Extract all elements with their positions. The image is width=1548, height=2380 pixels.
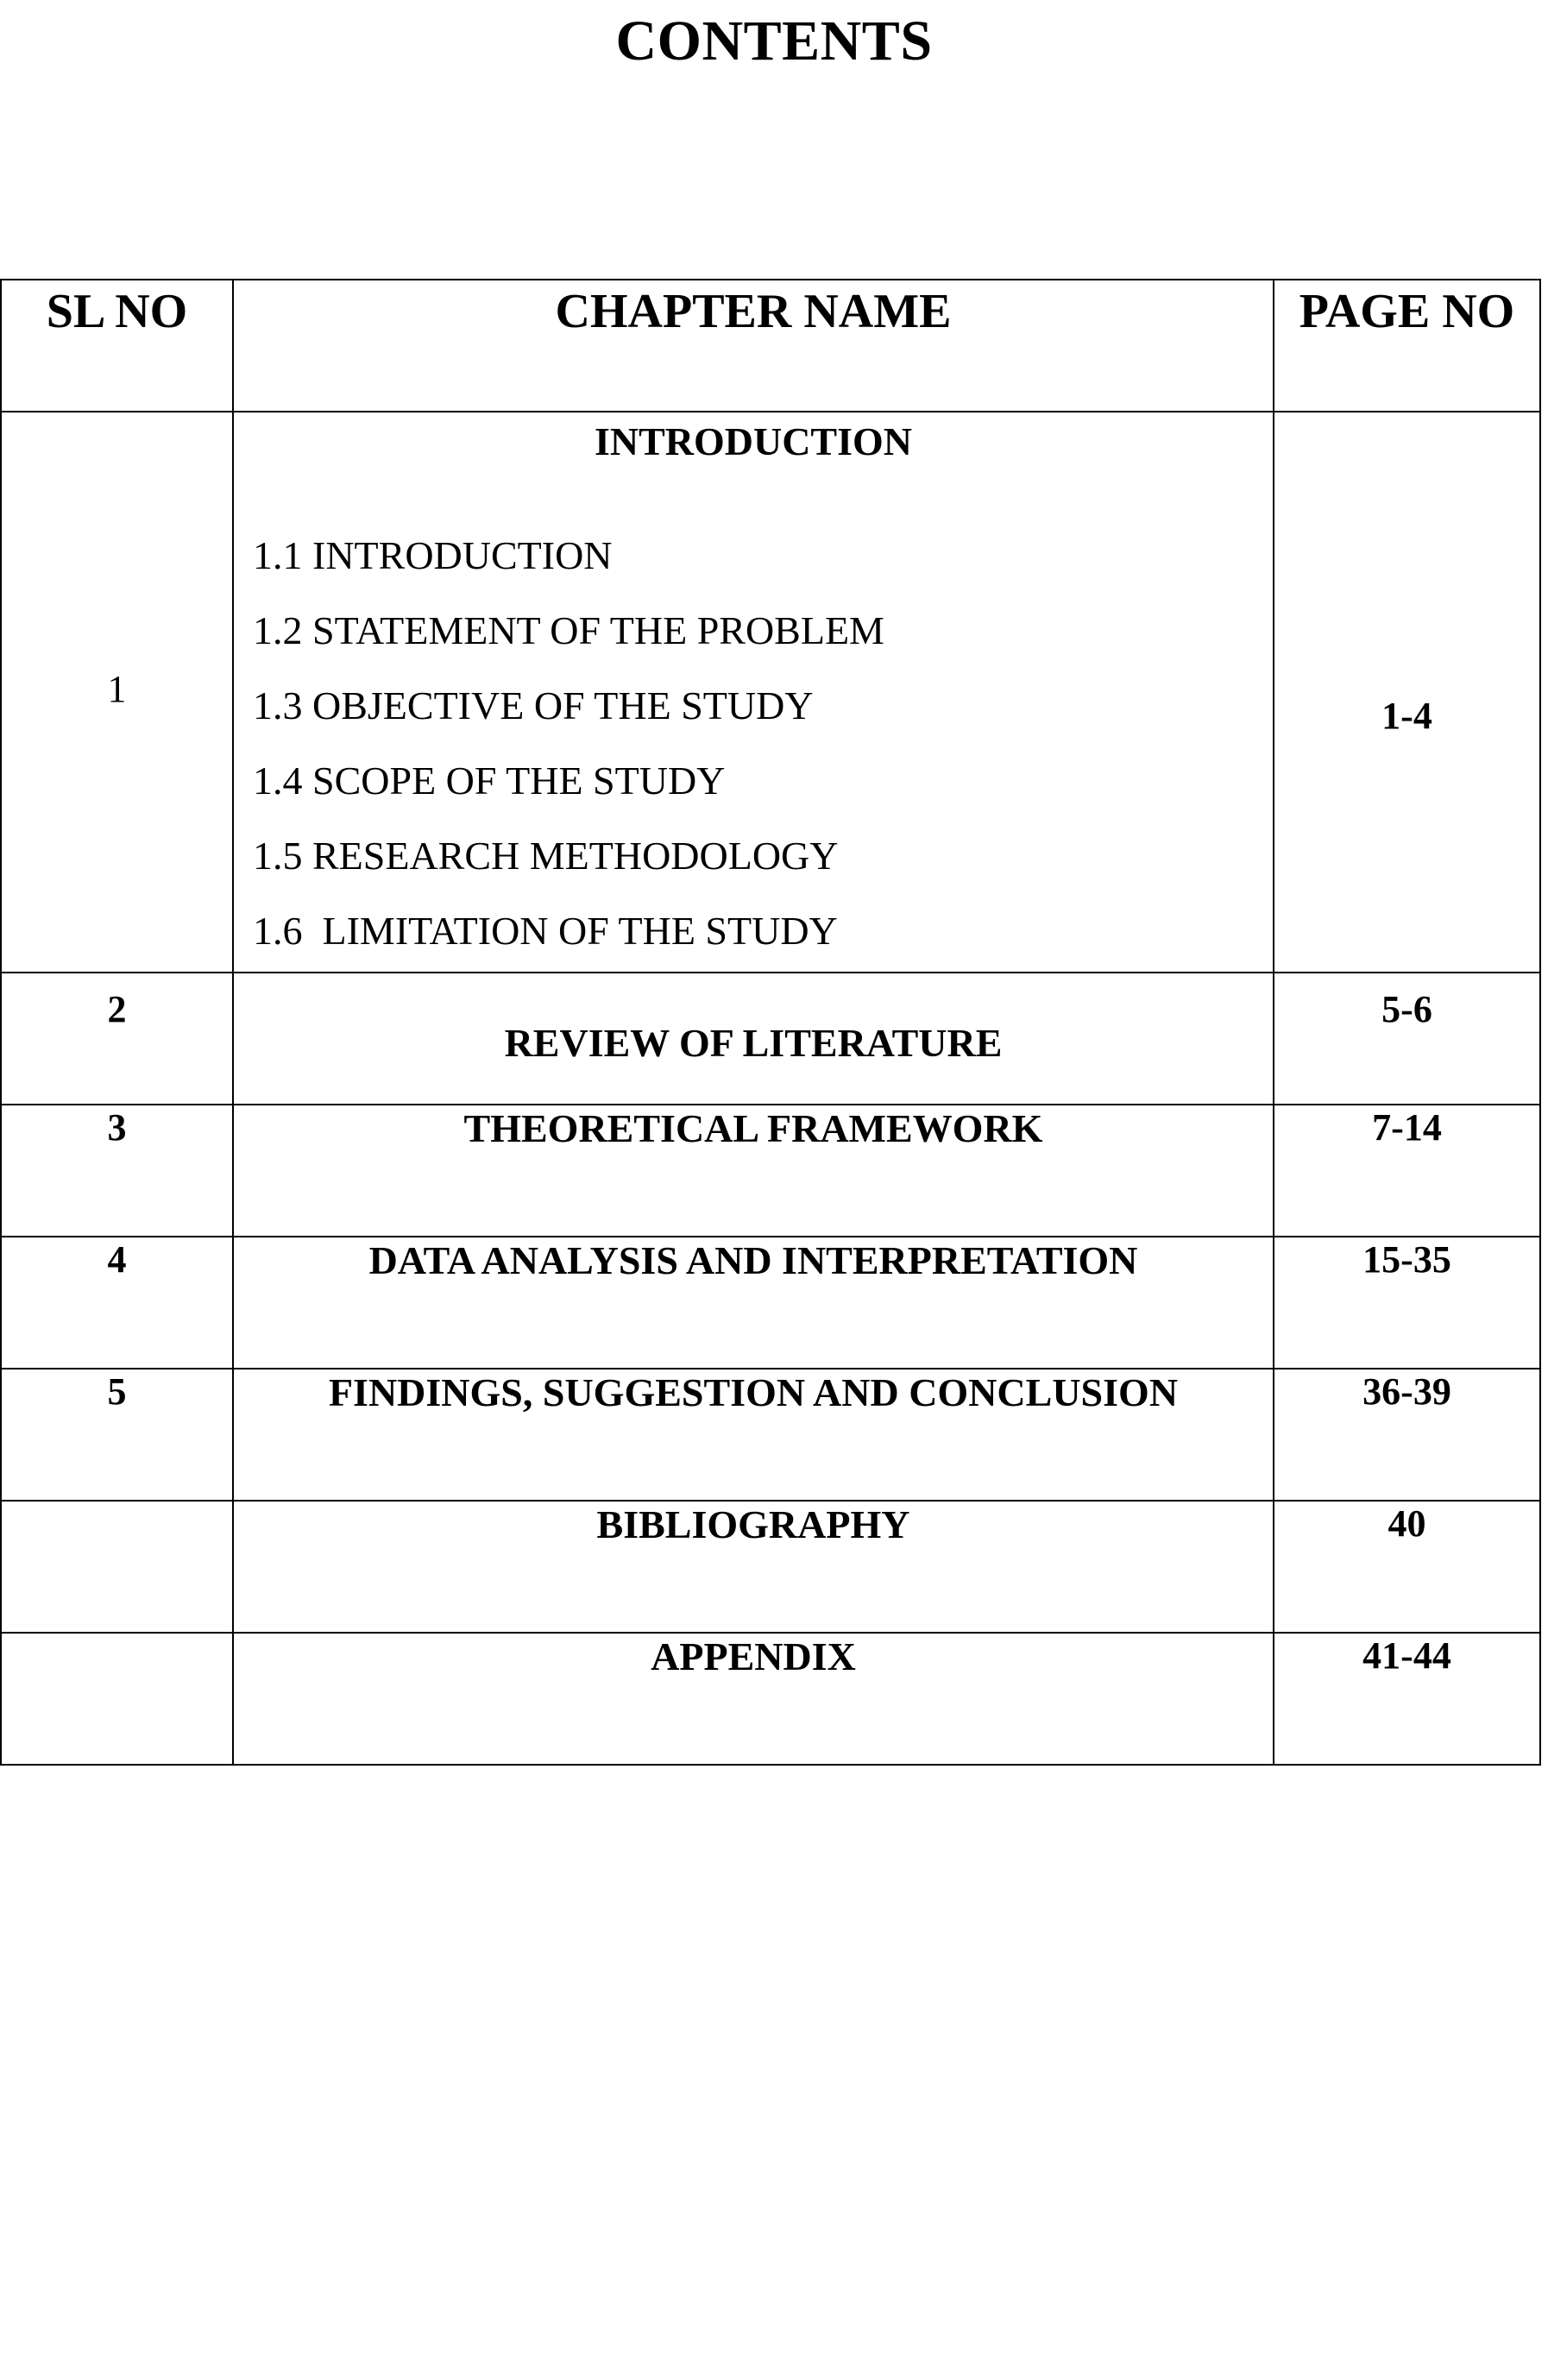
header-chapter-name: CHAPTER NAME <box>233 280 1274 412</box>
chapter-cell: THEORETICAL FRAMEWORK <box>233 1105 1274 1237</box>
contents-table <box>0 279 1541 1766</box>
chapter-cell: REVIEW OF LITERATURE <box>233 973 1274 1105</box>
sl-no-cell: 1 <box>1 412 233 973</box>
sl-no-cell: 4 <box>1 1237 233 1369</box>
section-item: 1.4 SCOPE OF THE STUDY <box>253 759 726 803</box>
sl-no-cell <box>1 1633 233 1765</box>
page-no-cell: 36-39 <box>1274 1369 1540 1501</box>
section-list <box>234 518 1273 968</box>
chapter-cell: BIBLIOGRAPHY <box>233 1501 1274 1633</box>
table-row <box>1 1633 1540 1765</box>
chapter-cell: FINDINGS, SUGGESTION AND CONCLUSION <box>233 1369 1274 1501</box>
page-no-cell: 40 <box>1274 1501 1540 1633</box>
section-item: 1.3 OBJECTIVE OF THE STUDY <box>253 683 814 727</box>
section-item: 1.6 LIMITATION OF THE STUDY <box>253 909 838 953</box>
chapter-cell: APPENDIX <box>233 1633 1274 1765</box>
chapter-cell: DATA ANALYSIS AND INTERPRETATION <box>233 1237 1274 1369</box>
table-row-introduction <box>1 412 1540 973</box>
table-row <box>1 1105 1540 1237</box>
page-no-cell: 41-44 <box>1274 1633 1540 1765</box>
page-no-cell: 1-4 <box>1274 412 1540 973</box>
header-sl-no: SL NO <box>1 280 233 412</box>
chapter-cell <box>233 412 1274 973</box>
page-no-cell: 7-14 <box>1274 1105 1540 1237</box>
sl-no-cell: 5 <box>1 1369 233 1501</box>
sl-no-cell <box>1 1501 233 1633</box>
section-item: 1.5 RESEARCH METHODOLOGY <box>253 834 839 878</box>
section-item: 1.2 STATEMENT OF THE PROBLEM <box>253 608 884 652</box>
chapter-heading: INTRODUCTION <box>594 419 913 463</box>
sl-no-cell: 3 <box>1 1105 233 1237</box>
table-row <box>1 1237 1540 1369</box>
header-row <box>1 280 1540 412</box>
page-no-cell: 5-6 <box>1274 973 1540 1105</box>
page-title: CONTENTS <box>615 9 933 72</box>
table-row <box>1 973 1540 1105</box>
header-page-no: PAGE NO <box>1274 280 1540 412</box>
sl-no-cell: 2 <box>1 973 233 1105</box>
section-item: 1.1 INTRODUCTION <box>253 533 613 577</box>
table-row <box>1 1369 1540 1501</box>
page-no-cell: 15-35 <box>1274 1237 1540 1369</box>
table-row <box>1 1501 1540 1633</box>
